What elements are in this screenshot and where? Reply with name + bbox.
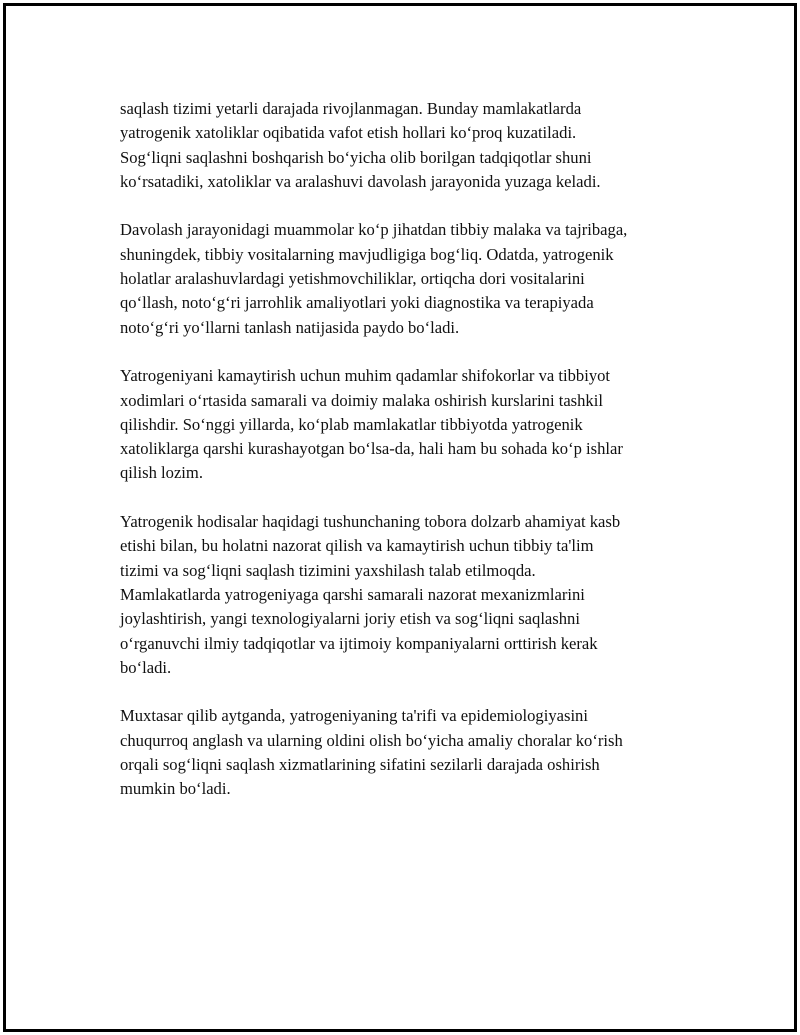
paragraph-5 xyxy=(120,704,720,801)
text-line: shuningdek, tibbiy vositalarning mavjudligiga bog‘liq. Odatda, yatrogenik xyxy=(120,244,614,264)
text-line: orqali sog‘liqni saqlash xizmatlarining sifatini sezilarli darajada oshirish xyxy=(120,755,600,775)
text-line: mumkin bo‘ladi. xyxy=(120,779,231,799)
paragraph-1 xyxy=(120,97,720,194)
text-line: chuqurroq anglash va ularning oldini olish bo‘yicha amaliy choralar ko‘rish xyxy=(120,730,623,750)
text-line: qilishdir. So‘nggi yillarda, ko‘plab mamlakatlar tibbiyotda yatrogenik xyxy=(120,414,583,434)
text-line: yatrogenik xatoliklar oqibatida vafot etish hollari ko‘proq kuzatiladi. xyxy=(120,123,577,143)
text-line: joylashtirish, yangi texnologiyalarni joriy etish va sog‘liqni saqlashni xyxy=(120,609,580,629)
text-line: Mamlakatlarda yatrogeniyaga qarshi samarali nazorat mexanizmlarini xyxy=(120,584,585,604)
text-line: etishi bilan, bu holatni nazorat qilish va kamaytirish uchun tibbiy ta'lim xyxy=(120,536,594,556)
text-line: qo‘llash, noto‘g‘ri jarrohlik amaliyotlari yoki diagnostika va terapiyada xyxy=(120,293,594,313)
text-line: o‘rganuvchi ilmiy tadqiqotlar va ijtimoiy kompaniyalarni orttirish kerak xyxy=(120,633,598,653)
text-line: Yatrogenik hodisalar haqidagi tushunchaning tobora dolzarb ahamiyat kasb xyxy=(120,512,621,532)
text-line: qilish lozim. xyxy=(120,463,203,483)
text-line: xatoliklarga qarshi kurashayotgan bo‘lsa-da, hali ham bu sohada ko‘p ishlar xyxy=(120,439,623,459)
text-line: Yatrogeniyani kamaytirish uchun muhim qadamlar shifokorlar va tibbiyot xyxy=(120,366,611,386)
paragraph-3 xyxy=(120,364,720,485)
text-line: holatlar aralashuvlardagi yetishmovchiliklar, ortiqcha dori vositalarini xyxy=(120,269,585,289)
text-line: bo‘ladi. xyxy=(120,657,172,677)
text-line: Sog‘liqni saqlashni boshqarish bo‘yicha olib borilgan tadqiqotlar shuni xyxy=(120,147,592,167)
document-page xyxy=(3,3,797,1032)
paragraph-4 xyxy=(120,510,720,680)
text-line: xodimlari o‘rtasida samarali va doimiy malaka oshirish kurslarini tashkil xyxy=(120,390,603,410)
paragraph-2 xyxy=(120,218,720,339)
text-line: Muxtasar qilib aytganda, yatrogeniyaning ta'rifi va epidemiologiyasini xyxy=(120,706,588,726)
document-body xyxy=(120,97,720,826)
text-line: saqlash tizimi yetarli darajada rivojlanmagan. Bunday mamlakatlarda xyxy=(120,99,582,118)
text-line: tizimi va sog‘liqni saqlash tizimini yaxshilash talab etilmoqda. xyxy=(120,560,536,580)
text-line: noto‘g‘ri yo‘llarni tanlash natijasida paydo bo‘ladi. xyxy=(120,317,460,337)
text-line: Davolash jarayonidagi muammolar ko‘p jihatdan tibbiy malaka va tajribaga, xyxy=(120,220,628,240)
text-line: ko‘rsatadiki, xatoliklar va aralashuvi davolash jarayonida yuzaga keladi. xyxy=(120,171,601,191)
